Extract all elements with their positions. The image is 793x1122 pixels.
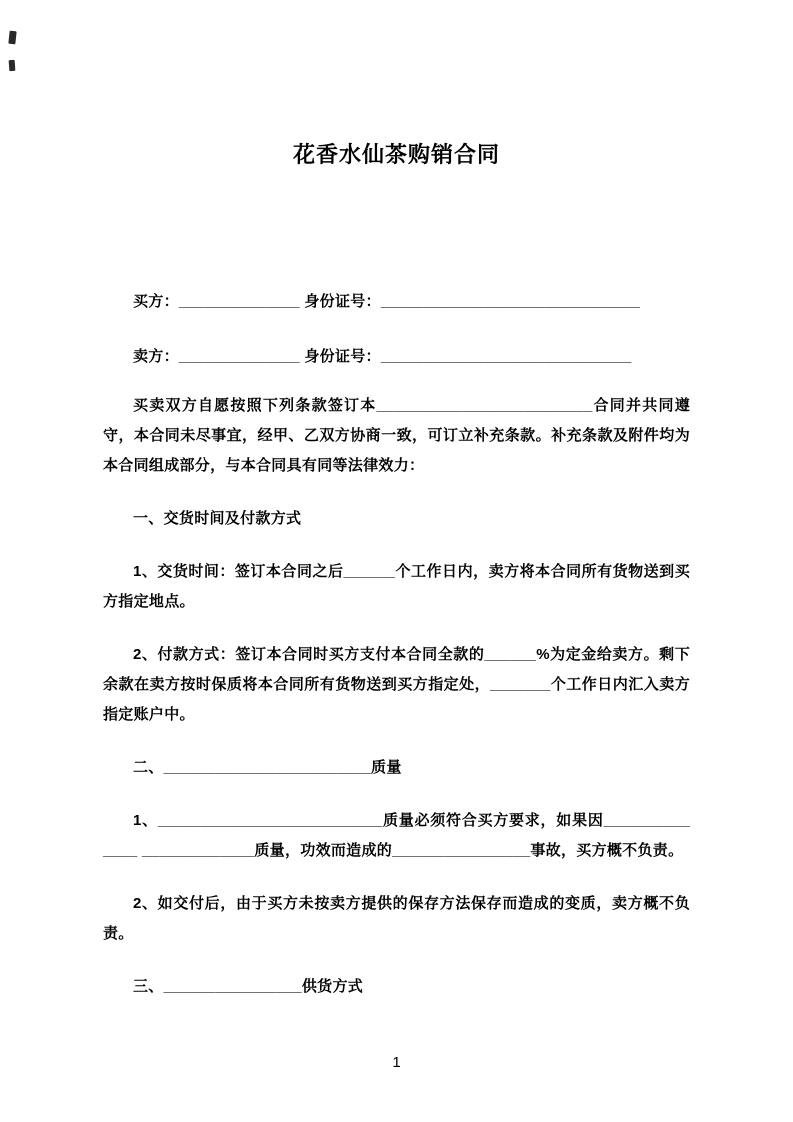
preamble-paragraph: 买卖双方自愿按照下列条款签订本_________________________合同并共同遵守，本合同未尽事宜，经甲、乙双方协商一致，可订立补充条款。补充条款及附件均为本合同组成部分，与本合同具有同等法律效力：	[103, 397, 690, 474]
page-number: 1	[392, 1054, 401, 1071]
section2-item2: 2、如交付后，由于买方未按卖方提供的保存方法保存而造成的变质，卖方概不负责。	[103, 895, 690, 942]
section1-item1: 1、交货时间：签订本合同之后______个工作日内，卖方将本合同所有货物送到买方指定地点。	[103, 563, 690, 610]
scan-artifact	[8, 31, 16, 45]
section2-item1: 1、__________________________质量必须符合买方要求，如果因______________ _____________质量，功效而造成的________________事故，买方概不负责。	[103, 812, 690, 859]
seller-line: 卖方：______________ 身份证号：_____________________________	[133, 348, 632, 365]
section3-heading: 三、________________供货方式	[133, 978, 364, 995]
section1-heading: 一、交货时间及付款方式	[133, 510, 302, 527]
section2-heading: 二、________________________质量	[133, 759, 402, 776]
section1-item2: 2、付款方式：签订本合同时买方支付本合同全款的______%为定金给卖方。剩下余款在卖方按时保质将本合同所有货物送到买方指定处，_______个工作日内汇入卖方指定账户中。	[103, 646, 690, 723]
scan-artifact	[9, 60, 16, 71]
contract-title: 花香水仙茶购销合同	[292, 142, 500, 167]
buyer-line: 买方：______________ 身份证号：______________________________	[133, 293, 641, 310]
